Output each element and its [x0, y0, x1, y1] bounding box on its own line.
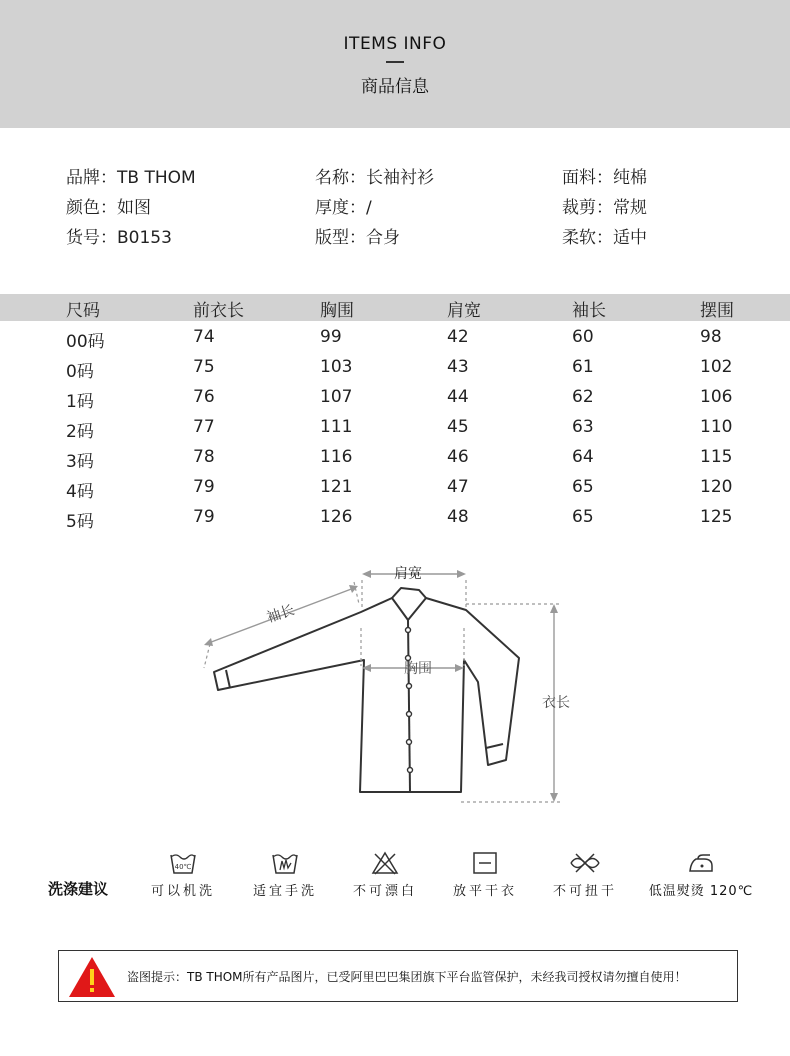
table-cell: 126: [320, 507, 353, 527]
table-cell: 79: [193, 477, 215, 497]
table-cell: 2码: [66, 422, 94, 442]
header-title-cn: 商品信息: [361, 77, 429, 97]
table-row: [0, 444, 790, 474]
care-label: 放平干衣: [452, 884, 517, 899]
table-row: [0, 354, 790, 384]
table-cell: 106: [700, 387, 733, 407]
table-cell: 107: [320, 387, 353, 407]
info-brand: 品牌：TB THOM: [66, 168, 196, 188]
table-cell: 110: [700, 417, 733, 437]
care-label: 不可扭干: [552, 884, 617, 899]
notice-text: 盗图提示：TB THOM所有产品图片，已受阿里巴巴集团旗下平台监管保护，未经我司授权请勿擅自使用！: [127, 970, 687, 984]
care-title: 洗涤建议: [48, 880, 109, 898]
page-header: [0, 0, 790, 128]
info-thickness: 厚度：/: [315, 198, 372, 218]
header-title-en: ITEMS INFO: [343, 34, 447, 54]
info-name: 名称：长袖衬衫: [315, 168, 434, 188]
table-row: [0, 384, 790, 414]
chest-label: 胸围: [404, 661, 432, 677]
info-cut: 裁剪：常规: [562, 198, 647, 218]
table-cell: 99: [320, 327, 342, 347]
anti-theft-notice: [58, 950, 738, 1002]
table-cell: 79: [193, 507, 215, 527]
table-cell: 47: [447, 477, 469, 497]
table-cell: 125: [700, 507, 733, 527]
table-cell: 61: [572, 357, 594, 377]
table-cell: 111: [320, 417, 353, 437]
table-cell: 103: [320, 357, 353, 377]
table-cell: 62: [572, 387, 594, 407]
info-softness: 柔软：适中: [562, 228, 647, 248]
low-iron-icon: [686, 850, 716, 876]
table-row: [0, 504, 790, 534]
care-item: [530, 850, 640, 899]
table-cell: 4码: [66, 482, 94, 502]
care-item: [230, 850, 340, 899]
header-divider: [386, 61, 404, 63]
table-cell: 115: [700, 447, 733, 467]
info-fit: 版型：合身: [315, 228, 400, 248]
cuff-line-right: [486, 744, 503, 748]
table-cell: 3码: [66, 452, 94, 472]
shirt-outline: [214, 598, 519, 792]
table-cell: 74: [193, 327, 215, 347]
table-cell: 5码: [66, 512, 94, 532]
sleeve-label: 袖长: [264, 602, 297, 627]
column-header-size: 尺码: [66, 301, 100, 321]
length-label: 衣长: [542, 695, 570, 711]
size-table-header: [0, 294, 790, 321]
no-bleach-icon: [370, 850, 400, 876]
shirt-collar: [392, 588, 426, 620]
table-cell: 98: [700, 327, 722, 347]
table-cell: 43: [447, 357, 469, 377]
table-cell: 65: [572, 477, 594, 497]
info-item-number: 货号：B0153: [66, 228, 172, 248]
no-wring-icon: [568, 850, 602, 876]
svg-text:40℃: 40℃: [174, 863, 192, 871]
table-cell: 45: [447, 417, 469, 437]
table-cell: 121: [320, 477, 353, 497]
table-cell: 42: [447, 327, 469, 347]
shoulder-label: 肩宽: [394, 566, 422, 582]
table-cell: 63: [572, 417, 594, 437]
table-cell: 78: [193, 447, 215, 467]
table-cell: 120: [700, 477, 733, 497]
table-row: [0, 324, 790, 354]
info-row: [0, 193, 790, 223]
table-cell: 76: [193, 387, 215, 407]
care-item: [330, 850, 440, 899]
table-cell: 65: [572, 507, 594, 527]
table-cell: 77: [193, 417, 215, 437]
placket-line: [408, 620, 410, 792]
warning-triangle-icon: [67, 955, 117, 999]
table-cell: 00码: [66, 332, 105, 352]
table-cell: 116: [320, 447, 353, 467]
table-cell: 75: [193, 357, 215, 377]
care-item: [128, 850, 238, 899]
hand-wash-icon: [270, 850, 300, 876]
info-fabric: 面料：纯棉: [562, 168, 647, 188]
care-item: [430, 850, 540, 899]
column-header-hem: 摆围: [700, 301, 734, 321]
info-color: 颜色：如图: [66, 198, 151, 218]
care-label: 可以机洗: [150, 884, 215, 899]
shirt-measurement-diagram: [196, 560, 586, 810]
column-header-chest: 胸围: [320, 301, 354, 321]
table-row: [0, 414, 790, 444]
column-header-shoulder: 肩宽: [447, 301, 481, 321]
dry-flat-icon: [470, 850, 500, 876]
care-label: 适宜手洗: [252, 884, 317, 899]
info-row: [0, 163, 790, 193]
table-cell: 46: [447, 447, 469, 467]
info-row: [0, 223, 790, 253]
machine-wash-icon: [168, 850, 198, 876]
table-cell: 44: [447, 387, 469, 407]
column-header-sleeve: 袖长: [572, 301, 606, 321]
table-cell: 60: [572, 327, 594, 347]
care-label: 低温熨烫 120℃: [648, 884, 754, 899]
care-label: 不可漂白: [352, 884, 417, 899]
table-cell: 64: [572, 447, 594, 467]
table-row: [0, 474, 790, 504]
table-cell: 48: [447, 507, 469, 527]
table-cell: 0码: [66, 362, 94, 382]
care-instructions: [0, 850, 790, 910]
column-header-front-length: 前衣长: [193, 301, 244, 321]
care-item: [640, 850, 762, 899]
table-cell: 102: [700, 357, 733, 377]
sleeve-cuff-line: [226, 670, 230, 688]
table-cell: 1码: [66, 392, 94, 412]
